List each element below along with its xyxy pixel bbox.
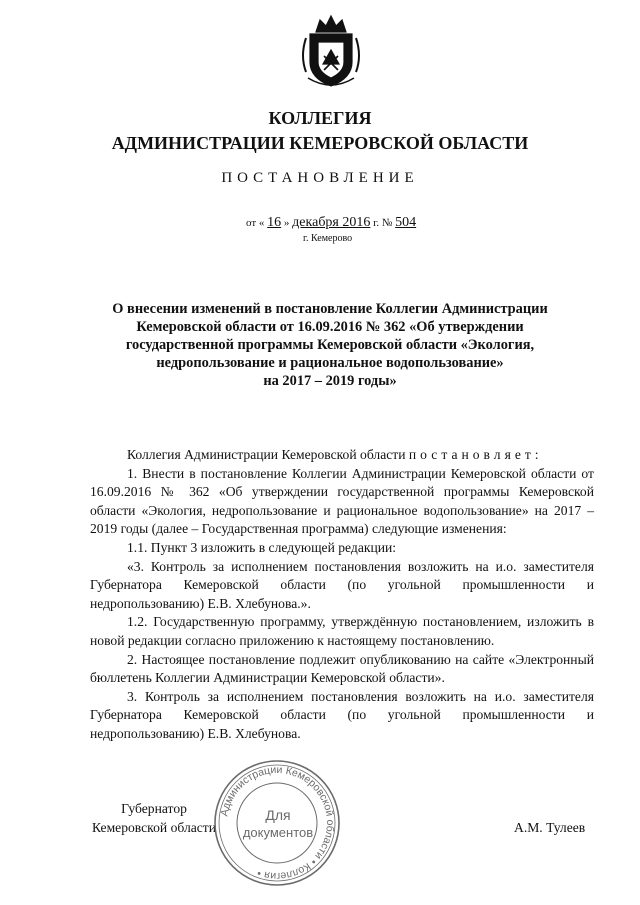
stamp-center-line1: Для [265,807,291,823]
date-mid: » [283,217,290,229]
document-number: 504 [395,215,417,230]
stamp-center-line2: документов [242,825,314,840]
signatory-position [92,800,216,837]
paragraph-1: 1. Внести в постановление Коллегии Администрации Кемеровской области от 16.09.2016 № 362 «Об утверждении государственной программы Кемеровской области «Экология, недропользование и рациональное водопользование» на 2017 – 2019 годы (далее – Государственная программа) следующие изменения: [90,465,594,537]
city-name: г. Кемерово [303,233,353,244]
date-day: 16 [267,215,282,230]
paragraph-2: 2. Настоящее постановление подлежит опубликованию на сайте «Электронный бюллетень Коллегии Администрации Кемеровской области». [90,651,594,686]
intro-paragraph [90,446,594,465]
number-label: № [381,217,393,229]
date-line [246,215,416,231]
document-body [90,446,594,744]
intro-text: Коллегия Администрации Кемеровской области [127,447,406,462]
position-line: Кемеровской области [92,819,217,835]
coat-of-arms-icon [296,12,366,92]
org-title-line2: АДМИНИСТРАЦИИ КЕМЕРОВСКОЙ ОБЛАСТИ [111,133,529,153]
paragraph-1-2: 1.2. Государственную программу, утверждённую постановлением, изложить в новой редакции согласно приложению к настоящему постановлению. [90,614,594,648]
paragraph-1-1: 1.1. Пункт 3 изложить в следующей редакции: [127,539,397,555]
document-type: ПОСТАНОВЛЕНИЕ [221,170,419,186]
paragraph-1-1-quote: «3. Контроль за исполнением постановления возложить на и.о. заместителя Губернатора Кемеровской области (по угольной промышленности и недропользованию) Е.В. Хлебунова.». [90,558,594,611]
date-year-suffix: г. [373,217,380,229]
title-line: О внесении изменений в постановление Коллегии Администрации [112,301,548,317]
title-line: на 2017 – 2019 годы» [263,373,397,389]
date-prefix: от « [246,217,265,229]
title-line: Кемеровской области от 16.09.2016 № 362 «Об утверждении [136,319,524,335]
paragraph-3: 3. Контроль за исполнением постановления возложить на и.о. заместителя Губернатора Кемеровской области (по угольной промышленности и недропользованию) Е.В. Хлебунова. [90,688,594,741]
position-line: Губернатор [121,801,187,816]
date-month-year: декабря 2016 [292,215,371,230]
signatory-name: А.М. Тулеев [514,820,586,835]
stamp-ring-text: Администрации Кемеровской области • Коллегия • [218,763,337,883]
stamp-seal-icon [212,758,342,888]
document-title [95,300,565,390]
title-line: недропользование и рациональное водопользование» [156,355,504,371]
intro-verb: постановляет: [408,447,543,462]
org-title-line1: КОЛЛЕГИЯ [268,108,372,128]
title-line: государственной программы Кемеровской области «Экология, [125,337,535,353]
